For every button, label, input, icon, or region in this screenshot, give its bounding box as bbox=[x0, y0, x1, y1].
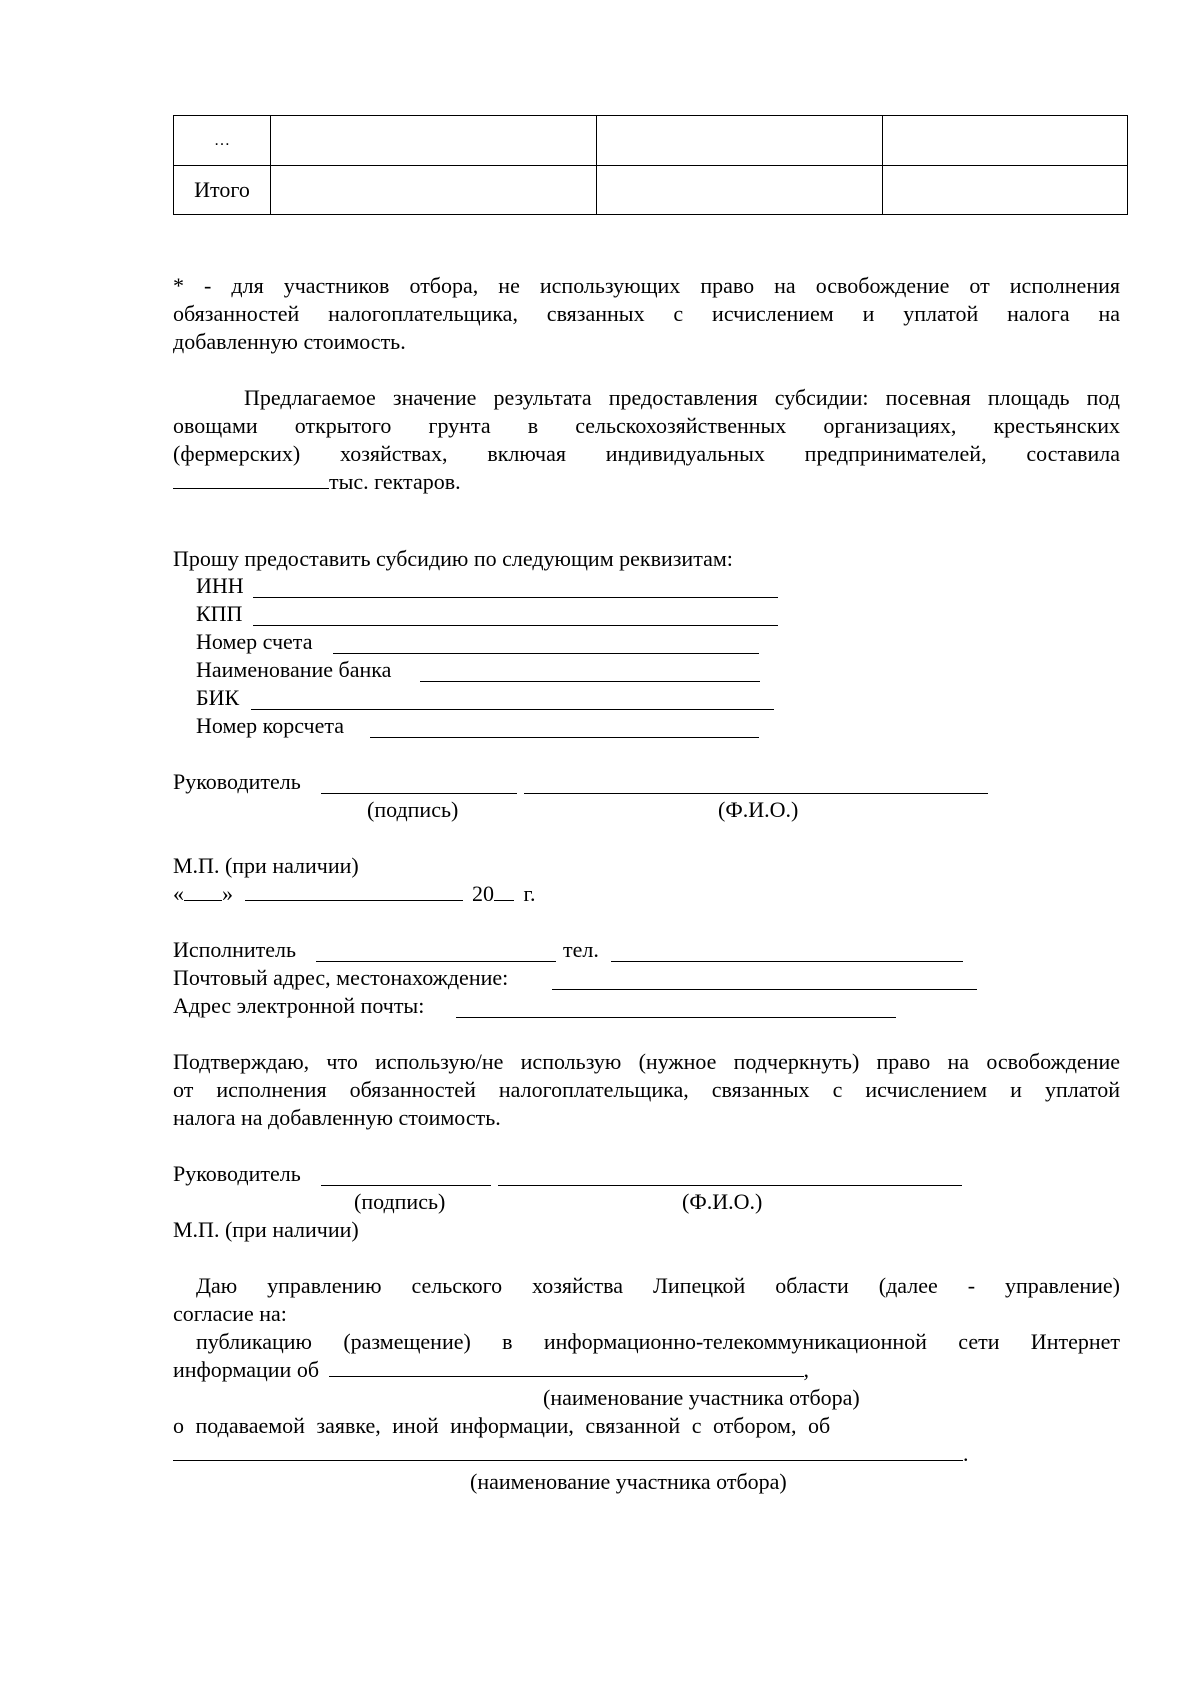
table-cell bbox=[883, 166, 1128, 215]
proposal-line: овощами открытого грунта в сельскохозяйственных организациях, крестьянских bbox=[173, 413, 1120, 438]
consent-line: публикацию (размещение) в информационно-телекоммуникационной сети Интернет bbox=[196, 1329, 1120, 1354]
consent-line bbox=[173, 1440, 969, 1468]
consent-line: Даю управлению сельского хозяйства Липецкой области (далее - управление) bbox=[196, 1273, 1120, 1298]
signature-field-2[interactable] bbox=[321, 1185, 491, 1186]
date-close-quote: » bbox=[222, 881, 233, 906]
participant-caption-2: (наименование участника отбора) bbox=[470, 1469, 787, 1494]
table-cell bbox=[883, 116, 1128, 166]
year-suffix: г. bbox=[523, 881, 536, 906]
email-field[interactable] bbox=[456, 1017, 896, 1018]
stamp-label: М.П. (при наличии) bbox=[173, 853, 359, 878]
kpp-field[interactable] bbox=[253, 625, 778, 626]
kpp-label: КПП bbox=[196, 601, 243, 626]
phone-field[interactable] bbox=[611, 961, 963, 962]
table-cell bbox=[597, 166, 883, 215]
proposal-value-line bbox=[173, 468, 461, 496]
year-field[interactable] bbox=[494, 880, 514, 901]
consent-info-label: информации об bbox=[173, 1357, 320, 1382]
email-label: Адрес электронной почты: bbox=[173, 993, 425, 1018]
participant-name-field-2[interactable] bbox=[173, 1440, 963, 1461]
corr-label: Номер корсчета bbox=[196, 713, 345, 738]
address-field[interactable] bbox=[552, 989, 977, 990]
table-cell bbox=[271, 166, 597, 215]
fio-caption-2: (Ф.И.О.) bbox=[682, 1189, 763, 1214]
fio-field[interactable] bbox=[524, 793, 988, 794]
confirm-line: налога на добавленную стоимость. bbox=[173, 1105, 501, 1130]
bank-field[interactable] bbox=[420, 681, 760, 682]
confirm-line: Подтверждаю, что использую/не использую (нужное подчеркнуть) право на освобождение bbox=[173, 1049, 1120, 1074]
corr-field[interactable] bbox=[370, 737, 759, 738]
fio-caption: (Ф.И.О.) bbox=[718, 797, 799, 822]
month-field[interactable] bbox=[245, 880, 463, 901]
inn-label: ИНН bbox=[196, 573, 244, 598]
proposal-unit: тыс. гектаров. bbox=[329, 469, 461, 494]
executor-field[interactable] bbox=[316, 961, 556, 962]
footnote-line: * - для участников отбора, не использующих право на освобождение от исполнения bbox=[173, 273, 1120, 298]
participant-caption: (наименование участника отбора) bbox=[543, 1385, 860, 1410]
day-field[interactable] bbox=[184, 880, 222, 901]
date-line bbox=[173, 880, 536, 908]
area-value-field[interactable] bbox=[173, 468, 329, 489]
address-label: Почтовый адрес, местонахождение: bbox=[173, 965, 509, 990]
bank-label: Наименование банка bbox=[196, 657, 392, 682]
executor-label: Исполнитель bbox=[173, 937, 297, 962]
signature-caption-2: (подпись) bbox=[354, 1189, 446, 1214]
date-open-quote: « bbox=[173, 881, 184, 906]
requisites-intro: Прошу предоставить субсидию по следующим реквизитам: bbox=[173, 546, 733, 571]
consent-line: согласие на: bbox=[173, 1301, 287, 1326]
footnote-line: добавленную стоимость. bbox=[173, 329, 406, 354]
consent-line: о подаваемой заявке, иной информации, связанной с отбором, об bbox=[173, 1413, 831, 1438]
comma: , bbox=[803, 1357, 810, 1382]
footnote-line: обязанностей налогоплательщика, связанных с исчислением и уплатой налога на bbox=[173, 301, 1120, 326]
stamp-label-2: М.П. (при наличии) bbox=[173, 1217, 359, 1242]
table-cell-total-label: Итого bbox=[174, 166, 271, 215]
table-cell: … bbox=[174, 116, 271, 166]
head-label: Руководитель bbox=[173, 769, 301, 794]
year-prefix: 20 bbox=[472, 881, 494, 906]
bik-label: БИК bbox=[196, 685, 240, 710]
account-field[interactable] bbox=[333, 653, 759, 654]
bik-field[interactable] bbox=[251, 709, 774, 710]
period: . bbox=[963, 1441, 969, 1466]
table-cell bbox=[271, 116, 597, 166]
phone-label: тел. bbox=[563, 937, 599, 962]
proposal-line: (фермерских) хозяйствах, включая индивидуальных предпринимателей, составила bbox=[173, 441, 1120, 466]
participant-name-field[interactable] bbox=[329, 1356, 804, 1377]
head-label-2: Руководитель bbox=[173, 1161, 301, 1186]
confirm-line: от исполнения обязанностей налогоплательщика, связанных с исчислением и уплатой bbox=[173, 1077, 1120, 1102]
inn-field[interactable] bbox=[253, 597, 778, 598]
account-label: Номер счета bbox=[196, 629, 313, 654]
table-row bbox=[174, 116, 1128, 166]
table-cell bbox=[597, 116, 883, 166]
signature-field[interactable] bbox=[321, 793, 517, 794]
fio-field-2[interactable] bbox=[498, 1185, 962, 1186]
signature-caption: (подпись) bbox=[367, 797, 459, 822]
summary-table bbox=[173, 115, 1128, 215]
table-row bbox=[174, 166, 1128, 215]
consent-line bbox=[173, 1356, 809, 1384]
proposal-line: Предлагаемое значение результата предоставления субсидии: посевная площадь под bbox=[244, 385, 1120, 410]
